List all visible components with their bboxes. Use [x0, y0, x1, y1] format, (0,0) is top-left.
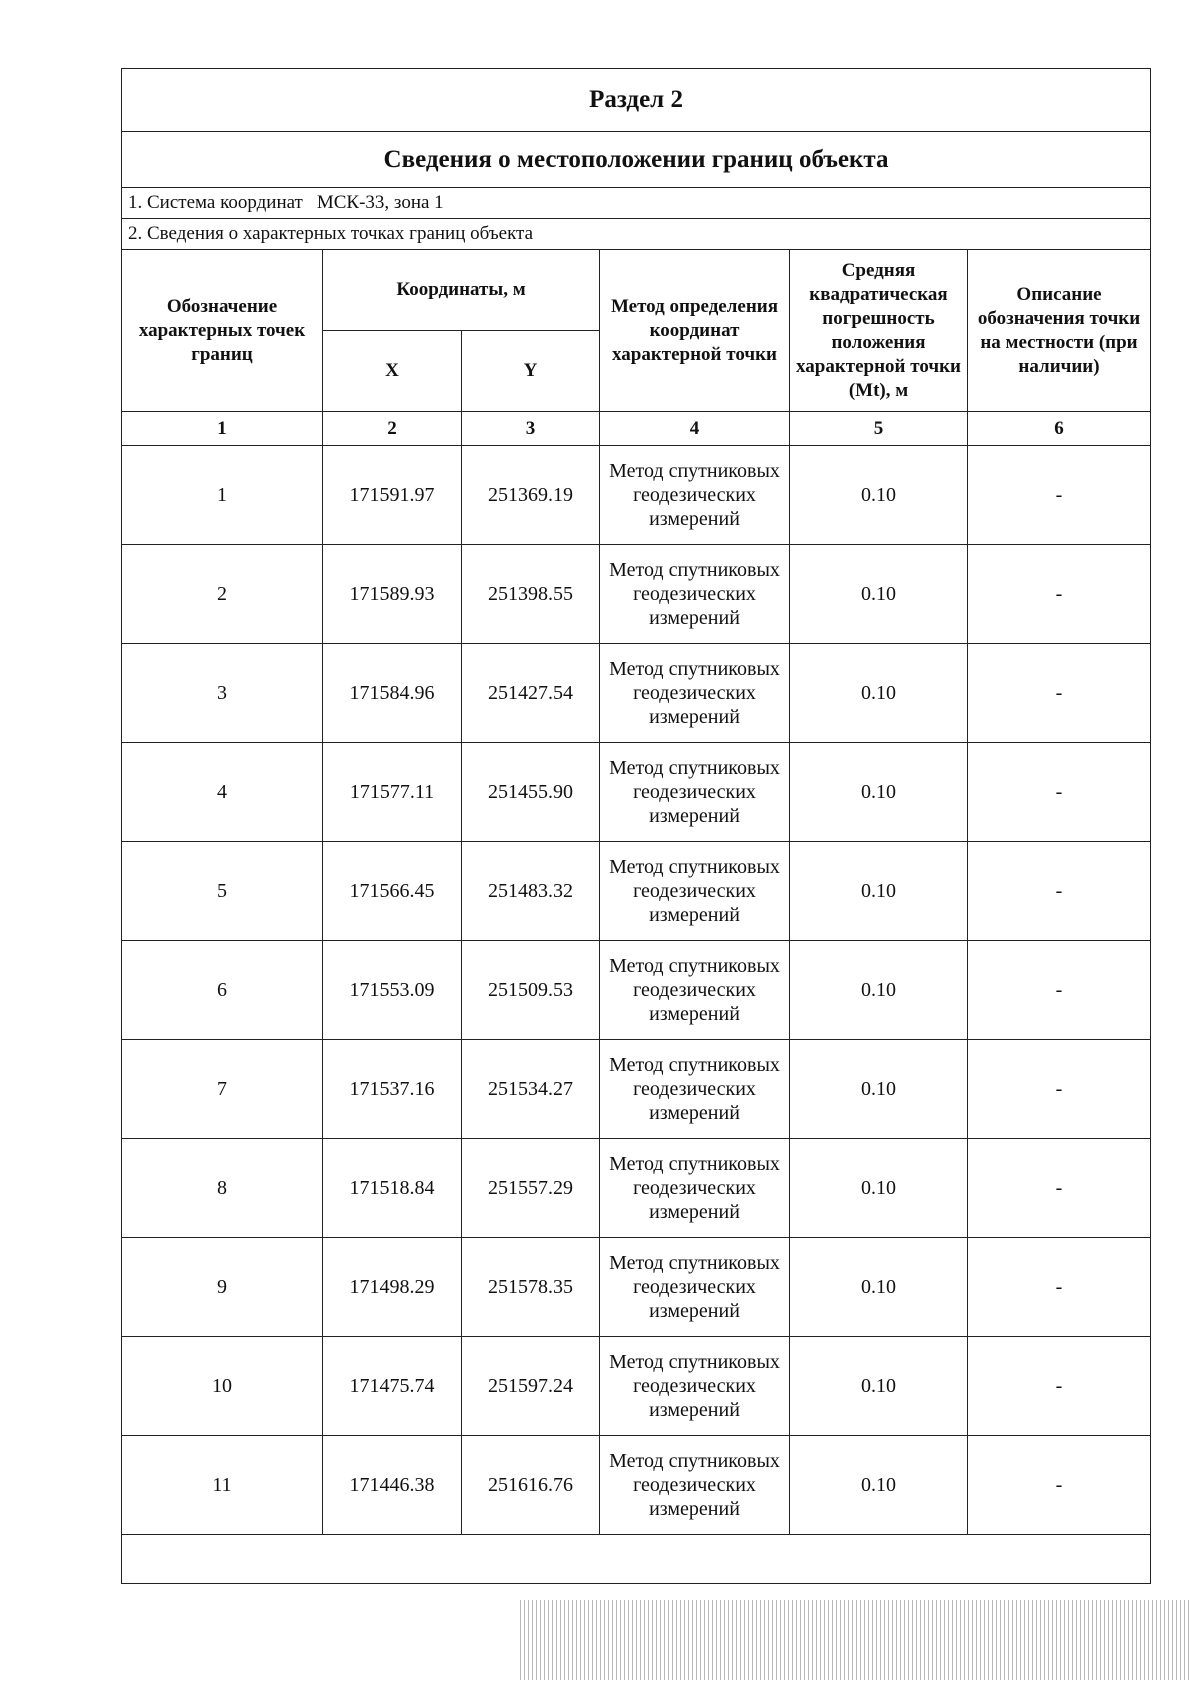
point-number: 10	[122, 1337, 323, 1436]
method: Метод спутниковых геодезических измерений	[600, 1040, 790, 1139]
table-row	[122, 644, 1151, 743]
point-number: 6	[122, 941, 323, 1040]
column-number: 5	[790, 412, 968, 446]
coord-x: 171537.16	[323, 1040, 462, 1139]
coord-x: 171553.09	[323, 941, 462, 1040]
description: -	[968, 1337, 1151, 1436]
header-description: Описание обозначения точки на местности (при наличии)	[968, 250, 1151, 412]
scan-noise	[520, 1600, 1190, 1680]
table-row	[122, 743, 1151, 842]
column-numbers-row	[122, 412, 1151, 446]
coord-x: 171446.38	[323, 1436, 462, 1535]
coord-y: 251455.90	[462, 743, 600, 842]
description: -	[968, 743, 1151, 842]
footer-row	[122, 1535, 1151, 1584]
column-number: 4	[600, 412, 790, 446]
table-row	[122, 1436, 1151, 1535]
description: -	[968, 1040, 1151, 1139]
method: Метод спутниковых геодезических измерений	[600, 644, 790, 743]
document-subtitle: Сведения о местоположении границ объекта	[122, 132, 1151, 188]
description: -	[968, 1436, 1151, 1535]
method: Метод спутниковых геодезических измерений	[600, 1139, 790, 1238]
coord-y: 251509.53	[462, 941, 600, 1040]
coord-system-cell	[122, 188, 1151, 219]
coord-y: 251483.32	[462, 842, 600, 941]
coord-y: 251369.19	[462, 446, 600, 545]
description: -	[968, 941, 1151, 1040]
section-title-row	[122, 69, 1151, 132]
mean-error: 0.10	[790, 743, 968, 842]
description: -	[968, 842, 1151, 941]
subtitle-row	[122, 132, 1151, 188]
mean-error: 0.10	[790, 1040, 968, 1139]
coord-y: 251616.76	[462, 1436, 600, 1535]
column-number: 3	[462, 412, 600, 446]
description: -	[968, 545, 1151, 644]
method: Метод спутниковых геодезических измерений	[600, 842, 790, 941]
method: Метод спутниковых геодезических измерений	[600, 545, 790, 644]
description: -	[968, 644, 1151, 743]
point-number: 3	[122, 644, 323, 743]
coord-system-value: МСК-33, зона 1	[316, 192, 444, 213]
coord-y: 251534.27	[462, 1040, 600, 1139]
description: -	[968, 446, 1151, 545]
mean-error: 0.10	[790, 1238, 968, 1337]
table-row	[122, 1040, 1151, 1139]
mean-error: 0.10	[790, 644, 968, 743]
mean-error: 0.10	[790, 1139, 968, 1238]
header-coordinates: Координаты, м	[323, 250, 600, 331]
method: Метод спутниковых геодезических измерений	[600, 1238, 790, 1337]
footer-cell	[122, 1535, 1151, 1584]
column-number: 6	[968, 412, 1151, 446]
table-row	[122, 842, 1151, 941]
coord-x: 171518.84	[323, 1139, 462, 1238]
coord-system-row	[122, 188, 1151, 219]
point-number: 8	[122, 1139, 323, 1238]
point-number: 7	[122, 1040, 323, 1139]
mean-error: 0.10	[790, 941, 968, 1040]
method: Метод спутниковых геодезических измерений	[600, 743, 790, 842]
table-row	[122, 545, 1151, 644]
table-row	[122, 1238, 1151, 1337]
header-method: Метод определения координат характерной точки	[600, 250, 790, 412]
description: -	[968, 1139, 1151, 1238]
method: Метод спутниковых геодезических измерений	[600, 1337, 790, 1436]
method: Метод спутниковых геодезических измерений	[600, 446, 790, 545]
document-sheet	[121, 68, 1150, 1584]
column-number: 2	[323, 412, 462, 446]
point-number: 1	[122, 446, 323, 545]
boundary-points-table	[121, 68, 1151, 1584]
coord-x: 171591.97	[323, 446, 462, 545]
points-caption: 2. Сведения о характерных точках границ объекта	[122, 219, 1151, 250]
method: Метод спутниковых геодезических измерений	[600, 941, 790, 1040]
table-row	[122, 1139, 1151, 1238]
coord-y: 251398.55	[462, 545, 600, 644]
header-x: X	[323, 331, 462, 412]
coord-x: 171475.74	[323, 1337, 462, 1436]
coord-x: 171584.96	[323, 644, 462, 743]
coord-x: 171566.45	[323, 842, 462, 941]
mean-error: 0.10	[790, 446, 968, 545]
table-row	[122, 941, 1151, 1040]
coord-y: 251427.54	[462, 644, 600, 743]
coord-y: 251578.35	[462, 1238, 600, 1337]
coord-x: 171577.11	[323, 743, 462, 842]
header-designation: Обозначение характерных точек границ	[122, 250, 323, 412]
section-title: Раздел 2	[122, 69, 1151, 132]
header-y: Y	[462, 331, 600, 412]
points-caption-row	[122, 219, 1151, 250]
mean-error: 0.10	[790, 545, 968, 644]
header-error: Средняя квадратическая погрешность положения характерной точки (Mt), м	[790, 250, 968, 412]
table-row	[122, 1337, 1151, 1436]
mean-error: 0.10	[790, 1436, 968, 1535]
method: Метод спутниковых геодезических измерений	[600, 1436, 790, 1535]
point-number: 4	[122, 743, 323, 842]
description: -	[968, 1238, 1151, 1337]
mean-error: 0.10	[790, 1337, 968, 1436]
coord-y: 251557.29	[462, 1139, 600, 1238]
column-number: 1	[122, 412, 323, 446]
point-number: 5	[122, 842, 323, 941]
coord-system-label: 1. Система координат	[128, 192, 303, 213]
table-row	[122, 446, 1151, 545]
mean-error: 0.10	[790, 842, 968, 941]
coord-x: 171589.93	[323, 545, 462, 644]
point-number: 11	[122, 1436, 323, 1535]
coord-x: 171498.29	[323, 1238, 462, 1337]
point-number: 9	[122, 1238, 323, 1337]
coord-y: 251597.24	[462, 1337, 600, 1436]
point-number: 2	[122, 545, 323, 644]
header-row-1	[122, 250, 1151, 331]
